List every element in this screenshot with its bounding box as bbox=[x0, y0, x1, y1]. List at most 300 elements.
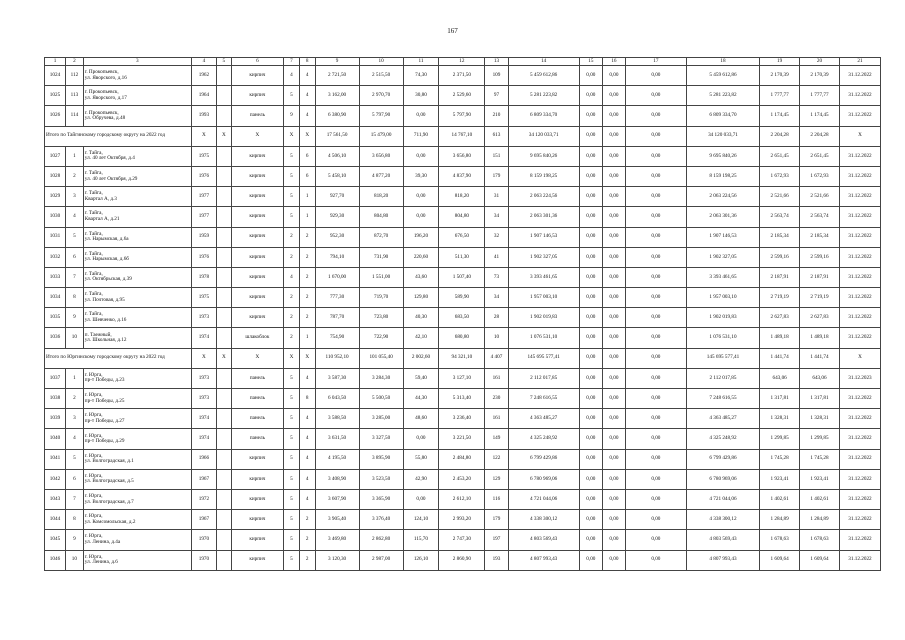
table-cell bbox=[217, 227, 232, 247]
address-cell: г. Тайга, ул. 40 лет Октября, д.29 bbox=[83, 166, 191, 186]
column-number-header: 19 bbox=[760, 58, 800, 66]
table-cell: 1 957 003,10 bbox=[508, 288, 579, 308]
table-cell: 1026 bbox=[45, 106, 66, 126]
table-cell bbox=[217, 389, 232, 409]
table-cell: 3 656,80 bbox=[359, 146, 403, 166]
table-cell: 0,00 bbox=[625, 146, 686, 166]
table-cell: 2 bbox=[299, 267, 315, 287]
table-cell: 3 656,80 bbox=[439, 146, 485, 166]
column-number-header: 11 bbox=[403, 58, 439, 66]
table-cell: 2 bbox=[299, 247, 315, 267]
table-cell: 4 195,50 bbox=[315, 449, 359, 469]
table-cell: 31.12.2022 bbox=[839, 187, 880, 207]
table-cell: 2 112 017,85 bbox=[686, 368, 759, 388]
table-row bbox=[45, 146, 881, 166]
table-cell: 1 076 531,10 bbox=[508, 328, 579, 348]
table-cell: 151 bbox=[485, 146, 508, 166]
table-cell: 3 221,50 bbox=[439, 429, 485, 449]
table-cell: 5 bbox=[284, 489, 300, 509]
table-cell: 9 bbox=[65, 530, 83, 550]
table-cell: 4 363 485,27 bbox=[686, 409, 759, 429]
table-cell: 0,00 bbox=[625, 550, 686, 570]
table-cell: 4 338 300,12 bbox=[508, 510, 579, 530]
table-cell: 6 809 334,70 bbox=[686, 106, 759, 126]
address-cell: г. Тайга, ул. Октябрьская, д.39 bbox=[83, 267, 191, 287]
address-cell: г. Тайга, ул. 40 лет Октября, д.4 bbox=[83, 146, 191, 166]
table-cell: 676,50 bbox=[439, 227, 485, 247]
table-cell: 1040 bbox=[45, 429, 66, 449]
table-cell: 10 bbox=[65, 550, 83, 570]
table-cell bbox=[217, 106, 232, 126]
address-cell: г. Юрга, пр-т Победы, д.27 bbox=[83, 409, 191, 429]
table-cell: 1 299,85 bbox=[760, 429, 800, 449]
table-cell: X bbox=[284, 126, 300, 146]
table-cell: 196,20 bbox=[403, 227, 439, 247]
table-cell: кирпич bbox=[231, 207, 283, 227]
column-number-header: 16 bbox=[602, 58, 625, 66]
column-number-header: 6 bbox=[231, 58, 283, 66]
table-cell: X bbox=[839, 348, 880, 368]
table-cell: 6 380,90 bbox=[315, 106, 359, 126]
address-cell: г. Тайга, Квартал А, д.21 bbox=[83, 207, 191, 227]
table-cell: 511,30 bbox=[439, 247, 485, 267]
table-cell: 0,00 bbox=[602, 409, 625, 429]
table-cell: 0,00 bbox=[579, 429, 602, 449]
table-cell: кирпич bbox=[231, 267, 283, 287]
table-cell: 0,00 bbox=[579, 489, 602, 509]
table-cell: X bbox=[191, 126, 216, 146]
table-row bbox=[45, 207, 881, 227]
table-cell: X bbox=[299, 348, 315, 368]
table-cell: 0,00 bbox=[625, 409, 686, 429]
table-cell: 8 159 198,25 bbox=[508, 166, 579, 186]
table-cell bbox=[217, 288, 232, 308]
table-cell: 0,00 bbox=[602, 389, 625, 409]
table-cell: 3 523,50 bbox=[359, 469, 403, 489]
table-cell: 0,00 bbox=[602, 126, 625, 146]
table-cell: 179 bbox=[485, 166, 508, 186]
table-cell: 0,00 bbox=[625, 267, 686, 287]
table-cell: 0,00 bbox=[602, 489, 625, 509]
table-cell: 30,80 bbox=[403, 86, 439, 106]
table-cell: 5 500,50 bbox=[359, 389, 403, 409]
table-cell: 4 bbox=[299, 469, 315, 489]
table-cell: 31.12.2022 bbox=[839, 308, 880, 328]
table-cell: 1 957 003,10 bbox=[686, 288, 759, 308]
table-cell: 4 807 993,43 bbox=[686, 550, 759, 570]
address-cell: г. Юрга, ул. Комсомольская, д.2 bbox=[83, 510, 191, 530]
table-cell bbox=[217, 166, 232, 186]
table-cell: 0,00 bbox=[625, 449, 686, 469]
table-cell: 193 bbox=[485, 550, 508, 570]
table-cell: панель bbox=[231, 429, 283, 449]
table-cell: X bbox=[191, 348, 216, 368]
table-cell: 0,00 bbox=[579, 166, 602, 186]
table-cell: 804,80 bbox=[359, 207, 403, 227]
address-cell: п. Таежный, ул. Школьная, д.12 bbox=[83, 328, 191, 348]
table-cell: 0,00 bbox=[625, 166, 686, 186]
table-cell: 0,00 bbox=[403, 207, 439, 227]
table-cell: 0,00 bbox=[625, 106, 686, 126]
table-cell: 8 159 198,25 bbox=[686, 166, 759, 186]
table-cell: 31.12.2022 bbox=[839, 247, 880, 267]
table-cell: 3 393 461,65 bbox=[508, 267, 579, 287]
table-cell: 1976 bbox=[191, 166, 216, 186]
table-row bbox=[45, 166, 881, 186]
table-cell bbox=[217, 328, 232, 348]
table-cell: 5 bbox=[65, 227, 83, 247]
column-number-header: 10 bbox=[359, 58, 403, 66]
table-cell: 97 bbox=[485, 86, 508, 106]
table-cell bbox=[217, 146, 232, 166]
table-cell: 0,00 bbox=[625, 86, 686, 106]
table-cell: 4 877,20 bbox=[359, 166, 403, 186]
table-cell: 14 767,10 bbox=[439, 126, 485, 146]
table-cell: 8 bbox=[299, 389, 315, 409]
table-cell: 3 bbox=[65, 409, 83, 429]
table-cell: 2 860,90 bbox=[439, 550, 485, 570]
table-cell bbox=[217, 530, 232, 550]
table-cell: 1042 bbox=[45, 469, 66, 489]
table-cell: 210 bbox=[485, 106, 508, 126]
table-cell: 0,00 bbox=[579, 510, 602, 530]
table-cell: X bbox=[299, 126, 315, 146]
table-cell: 1 672,93 bbox=[760, 166, 800, 186]
table-cell: 197 bbox=[485, 530, 508, 550]
table-cell: 2 484,80 bbox=[439, 449, 485, 469]
table-cell: 34 120 033,71 bbox=[686, 126, 759, 146]
table-cell: 3 365,90 bbox=[359, 489, 403, 509]
table-cell: 5 bbox=[284, 530, 300, 550]
table-cell: 1030 bbox=[45, 207, 66, 227]
table-cell: панель bbox=[231, 389, 283, 409]
table-cell: 4 803 569,43 bbox=[508, 530, 579, 550]
table-cell: 1973 bbox=[191, 368, 216, 388]
table-cell: 0,00 bbox=[579, 530, 602, 550]
table-cell: 1 076 531,10 bbox=[686, 328, 759, 348]
table-cell: панель bbox=[231, 368, 283, 388]
table-cell: 3 631,50 bbox=[315, 429, 359, 449]
table-cell: 6 043,50 bbox=[315, 389, 359, 409]
table-cell: 0,00 bbox=[579, 247, 602, 267]
table-cell: 0,00 bbox=[403, 489, 439, 509]
table-cell: 34 bbox=[485, 207, 508, 227]
table-cell: 1977 bbox=[191, 207, 216, 227]
table-cell: кирпич bbox=[231, 166, 283, 186]
table-cell: кирпич bbox=[231, 288, 283, 308]
table-cell: 1 317,81 bbox=[760, 389, 800, 409]
column-number-header: 20 bbox=[800, 58, 840, 66]
table-cell: 6 799 429,86 bbox=[686, 449, 759, 469]
table-cell: 0,00 bbox=[625, 530, 686, 550]
table-cell: 109 bbox=[485, 66, 508, 86]
table-cell: 1044 bbox=[45, 510, 66, 530]
table-cell: X bbox=[231, 348, 283, 368]
table-cell: 7 248 616,55 bbox=[508, 389, 579, 409]
table-cell: 1034 bbox=[45, 288, 66, 308]
table-cell: 1972 bbox=[191, 489, 216, 509]
table-cell: 0,00 bbox=[403, 146, 439, 166]
table-row bbox=[45, 86, 881, 106]
table-cell: 0,00 bbox=[625, 368, 686, 388]
table-cell: 2 515,50 bbox=[359, 66, 403, 86]
table-cell: 9 bbox=[284, 106, 300, 126]
table-cell: 5 bbox=[284, 550, 300, 570]
table-cell: 1 174,45 bbox=[800, 106, 840, 126]
table-cell: 48,60 bbox=[403, 409, 439, 429]
address-cell: г. Прокопьевск, ул. Яворского, д.16 bbox=[83, 66, 191, 86]
table-cell: 5 458,10 bbox=[315, 166, 359, 186]
table-cell: 1 bbox=[299, 207, 315, 227]
table-cell: 4 338 300,12 bbox=[686, 510, 759, 530]
table-cell: 31 bbox=[485, 187, 508, 207]
table-cell: 1974 bbox=[191, 328, 216, 348]
table-cell: 0,00 bbox=[579, 328, 602, 348]
table-cell: кирпич bbox=[231, 449, 283, 469]
table-cell: 3 285,00 bbox=[359, 409, 403, 429]
table-cell: 28 bbox=[485, 308, 508, 328]
table-cell: 3 162,00 bbox=[315, 86, 359, 106]
table-cell: 32 bbox=[485, 227, 508, 247]
table-cell: 794,10 bbox=[315, 247, 359, 267]
table-cell: 6 799 429,86 bbox=[508, 449, 579, 469]
address-cell: г. Юрга, ул. Волгоградская, д.5 bbox=[83, 469, 191, 489]
table-cell bbox=[217, 510, 232, 530]
table-cell: 3 469,80 bbox=[315, 530, 359, 550]
table-cell: 1970 bbox=[191, 550, 216, 570]
table-cell: 220,60 bbox=[403, 247, 439, 267]
table-cell: 613 bbox=[485, 126, 508, 146]
table-cell: 115,70 bbox=[403, 530, 439, 550]
table-cell: 31.12.2022 bbox=[839, 389, 880, 409]
table-cell: 0,00 bbox=[403, 106, 439, 126]
table-cell: 6 bbox=[65, 469, 83, 489]
table-cell: 31.12.2022 bbox=[839, 146, 880, 166]
table-cell: 0,00 bbox=[602, 146, 625, 166]
table-cell: 3 408,90 bbox=[315, 469, 359, 489]
table-cell: 5 bbox=[284, 409, 300, 429]
table-cell: 31.12.2022 bbox=[839, 469, 880, 489]
table-cell: 1974 bbox=[191, 429, 216, 449]
table-cell: 0,00 bbox=[579, 227, 602, 247]
table-cell: 0,00 bbox=[625, 510, 686, 530]
table-cell: 5 797,90 bbox=[359, 106, 403, 126]
table-cell: 2 204,28 bbox=[760, 126, 800, 146]
table-cell: 1964 bbox=[191, 86, 216, 106]
column-number-row bbox=[45, 58, 881, 66]
table-cell: 0,00 bbox=[602, 449, 625, 469]
table-cell: 2 993,20 bbox=[439, 510, 485, 530]
table-cell: 2 651,45 bbox=[760, 146, 800, 166]
table-row bbox=[45, 288, 881, 308]
table-cell: 41 bbox=[485, 247, 508, 267]
table-cell: 3 905,40 bbox=[315, 510, 359, 530]
table-cell: 4 bbox=[284, 66, 300, 86]
table-body bbox=[45, 66, 881, 571]
table-cell: 5 bbox=[284, 449, 300, 469]
table-cell: 0,00 bbox=[625, 308, 686, 328]
table-cell: 0,00 bbox=[579, 66, 602, 86]
table-cell: 5 797,90 bbox=[439, 106, 485, 126]
table-cell: 0,00 bbox=[602, 207, 625, 227]
table-cell: 114 bbox=[65, 106, 83, 126]
table-cell: 1 670,00 bbox=[315, 267, 359, 287]
table-cell: 31.12.2022 bbox=[839, 106, 880, 126]
table-cell: 7 bbox=[65, 489, 83, 509]
table-cell: 2 bbox=[284, 227, 300, 247]
table-cell: 31.12.2022 bbox=[839, 489, 880, 509]
table-cell: 1978 bbox=[191, 267, 216, 287]
table-cell: 643,06 bbox=[800, 368, 840, 388]
table-cell: 0,00 bbox=[625, 247, 686, 267]
subtotal-row bbox=[45, 348, 881, 368]
table-cell: 1 402,61 bbox=[800, 489, 840, 509]
table-cell: 1 bbox=[299, 187, 315, 207]
table-cell: 0,00 bbox=[625, 429, 686, 449]
table-cell: 2 612,10 bbox=[439, 489, 485, 509]
table-cell: 0,00 bbox=[579, 368, 602, 388]
table-cell: 145 695 577,41 bbox=[508, 348, 579, 368]
table-cell: 3 236,40 bbox=[439, 409, 485, 429]
table-cell: 1 441,74 bbox=[760, 348, 800, 368]
table-cell: 4 bbox=[299, 449, 315, 469]
table-cell: 116 bbox=[485, 489, 508, 509]
table-cell: 2 bbox=[65, 389, 83, 409]
table-cell: 31.12.2022 bbox=[839, 328, 880, 348]
table-cell: 6 809 334,70 bbox=[508, 106, 579, 126]
table-cell: 4 bbox=[299, 66, 315, 86]
table-cell: 777,30 bbox=[315, 288, 359, 308]
table-cell: 4 bbox=[299, 429, 315, 449]
table-cell: 683,50 bbox=[439, 308, 485, 328]
table-cell: 5 bbox=[65, 449, 83, 469]
table-cell: 0,00 bbox=[579, 267, 602, 287]
table-cell: 0,00 bbox=[579, 449, 602, 469]
table-cell: 1976 bbox=[191, 247, 216, 267]
table-cell: 0,00 bbox=[579, 126, 602, 146]
table-cell: 129 bbox=[485, 469, 508, 489]
table-cell: 1975 bbox=[191, 146, 216, 166]
address-cell: г. Тайга, ул. Шевченко, д.16 bbox=[83, 308, 191, 328]
table-cell: 42,90 bbox=[403, 469, 439, 489]
table-cell: 4 bbox=[299, 106, 315, 126]
table-cell: 2 bbox=[284, 328, 300, 348]
table-cell: 952,30 bbox=[315, 227, 359, 247]
table-cell: 2 721,50 bbox=[315, 66, 359, 86]
table-cell: 818,20 bbox=[359, 187, 403, 207]
table-cell: 1974 bbox=[191, 409, 216, 429]
table-cell: 1959 bbox=[191, 227, 216, 247]
column-number-header: 14 bbox=[508, 58, 579, 66]
table-cell: 0,00 bbox=[602, 166, 625, 186]
table-cell: панель bbox=[231, 106, 283, 126]
table-cell: 1 777,77 bbox=[760, 86, 800, 106]
table-row bbox=[45, 106, 881, 126]
table-cell: 0,00 bbox=[602, 348, 625, 368]
table-cell: 5 bbox=[284, 166, 300, 186]
column-number-header: 21 bbox=[839, 58, 880, 66]
table-cell: 3 284,30 bbox=[359, 368, 403, 388]
table-cell: 0,00 bbox=[403, 429, 439, 449]
table-cell: 2 187,91 bbox=[800, 267, 840, 287]
table-cell: 55,80 bbox=[403, 449, 439, 469]
table-cell: 1041 bbox=[45, 449, 66, 469]
address-cell: г. Юрга, пр-т Победы, д.25 bbox=[83, 389, 191, 409]
table-cell: 804,80 bbox=[439, 207, 485, 227]
table-cell: 1 402,61 bbox=[760, 489, 800, 509]
table-cell: 17 561,50 bbox=[315, 126, 359, 146]
table-cell: 39,30 bbox=[403, 166, 439, 186]
column-number-header: 13 bbox=[485, 58, 508, 66]
table-cell: 9 695 840,26 bbox=[508, 146, 579, 166]
table-cell: 179 bbox=[485, 510, 508, 530]
table-cell: 3 607,90 bbox=[315, 489, 359, 509]
table-cell: кирпич bbox=[231, 86, 283, 106]
column-number-header: 9 bbox=[315, 58, 359, 66]
table-cell: 0,00 bbox=[625, 348, 686, 368]
table-cell: 2 563,74 bbox=[760, 207, 800, 227]
table-cell bbox=[217, 187, 232, 207]
table-cell: 2 bbox=[299, 530, 315, 550]
table-cell: 4 325 248,92 bbox=[686, 429, 759, 449]
table-row bbox=[45, 550, 881, 570]
table-cell: 31.12.2022 bbox=[839, 86, 880, 106]
table-cell: 872,70 bbox=[359, 227, 403, 247]
table-cell: 2 862,80 bbox=[359, 530, 403, 550]
column-number-header: 5 bbox=[217, 58, 232, 66]
table-cell: 1024 bbox=[45, 66, 66, 86]
table-cell: 731,90 bbox=[359, 247, 403, 267]
table-cell: 0,00 bbox=[579, 146, 602, 166]
table-cell: 230 bbox=[485, 389, 508, 409]
table-cell: 1970 bbox=[191, 530, 216, 550]
table-cell: 1 174,45 bbox=[760, 106, 800, 126]
table-cell: X bbox=[217, 348, 232, 368]
table-cell: кирпич bbox=[231, 530, 283, 550]
table-cell: 2 bbox=[299, 308, 315, 328]
table-cell: 129,80 bbox=[403, 288, 439, 308]
table-cell: 754,90 bbox=[315, 328, 359, 348]
table-cell: 643,06 bbox=[760, 368, 800, 388]
table-cell: 1 489,18 bbox=[800, 328, 840, 348]
table-cell: 1 672,93 bbox=[800, 166, 840, 186]
table-cell: 0,00 bbox=[602, 187, 625, 207]
table-cell: 1046 bbox=[45, 550, 66, 570]
table-cell: 31.12.2022 bbox=[839, 66, 880, 86]
table-cell: 4 bbox=[299, 368, 315, 388]
table-cell: 2 bbox=[65, 166, 83, 186]
housing-registry-table bbox=[44, 57, 881, 571]
table-cell: 1 bbox=[299, 328, 315, 348]
table-cell: 0,00 bbox=[625, 66, 686, 86]
table-cell: 0,00 bbox=[403, 187, 439, 207]
table-cell: 1 902 019,83 bbox=[686, 308, 759, 328]
table-row bbox=[45, 328, 881, 348]
table-cell: 31.12.2022 bbox=[839, 429, 880, 449]
table-cell: 1028 bbox=[45, 166, 66, 186]
table-cell: 34 bbox=[485, 288, 508, 308]
table-cell: 2 651,45 bbox=[800, 146, 840, 166]
table-cell: 1033 bbox=[45, 267, 66, 287]
table-row bbox=[45, 510, 881, 530]
table-cell: 110 952,10 bbox=[315, 348, 359, 368]
table-cell: 2 747,30 bbox=[439, 530, 485, 550]
table-cell bbox=[217, 247, 232, 267]
table-cell: 0,00 bbox=[579, 187, 602, 207]
table-cell: 0,00 bbox=[602, 530, 625, 550]
table-cell: 0,00 bbox=[625, 126, 686, 146]
table-cell: 1 317,81 bbox=[800, 389, 840, 409]
